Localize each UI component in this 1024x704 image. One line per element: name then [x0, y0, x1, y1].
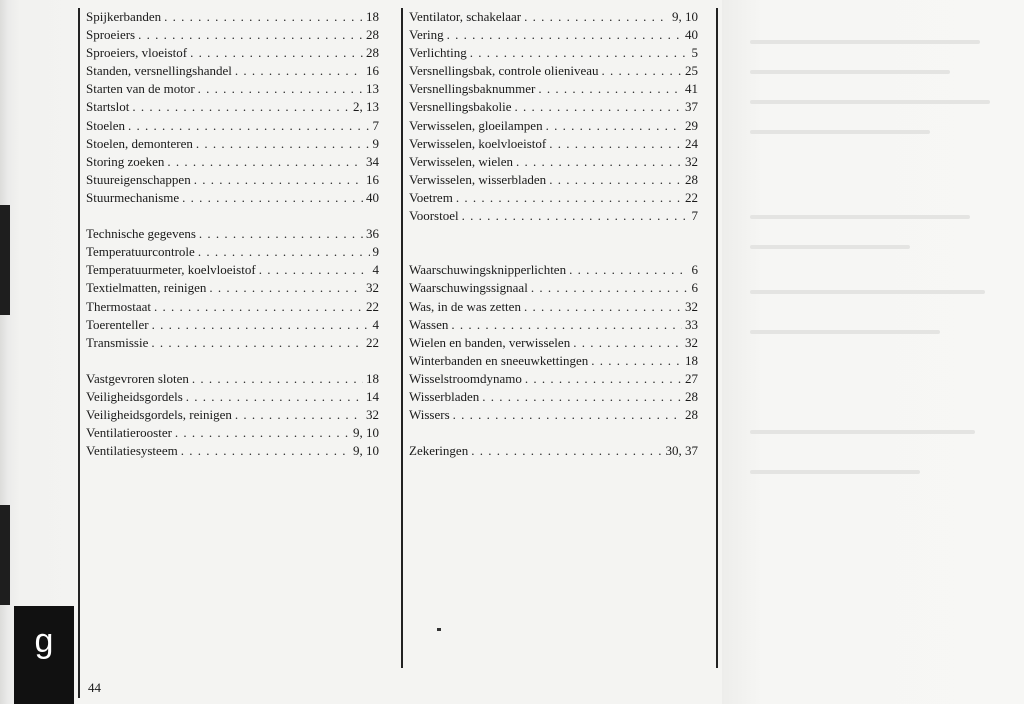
section-spacer [86, 352, 379, 370]
index-entry [86, 117, 379, 135]
dot-leader [259, 261, 370, 279]
index-entry [86, 98, 379, 116]
index-entry [409, 388, 698, 406]
page-number: 44 [88, 680, 101, 695]
index-term: Ventilator, schakelaar [409, 9, 522, 24]
section-tab: g [14, 606, 74, 704]
index-term: Storing zoeken [86, 153, 165, 169]
ghost-text-line [750, 40, 980, 44]
index-term: Veiligheidsgordels, reinigen [86, 407, 232, 423]
dot-leader [470, 44, 689, 62]
index-page-ref: 18 [685, 352, 698, 368]
dot-leader [516, 153, 682, 171]
dot-leader [515, 98, 682, 116]
index-entry [86, 44, 379, 62]
ghost-text-line [750, 70, 950, 74]
section-spacer [409, 225, 698, 261]
dot-leader [451, 316, 682, 334]
index-term: Stuureigenschappen [86, 171, 191, 187]
index-entry [86, 316, 379, 334]
index-entry [86, 189, 379, 207]
index-term: Voorstoel [409, 208, 459, 224]
index-column-left [86, 8, 379, 460]
dot-leader [456, 189, 682, 207]
index-term: Wissers [409, 407, 450, 423]
index-entry [86, 135, 379, 153]
index-page-ref: 4 [372, 262, 379, 278]
index-term: Sproeiers [86, 27, 136, 43]
index-page-ref: 9, 10 [353, 425, 379, 441]
index-term: Waarschuwingsknipperlichten [409, 262, 567, 278]
index-entry [409, 153, 698, 171]
dot-leader [186, 388, 363, 406]
index-entry [409, 26, 698, 44]
index-page-ref: 9, 10 [353, 443, 379, 459]
left-page-margin [0, 0, 76, 704]
column-rule-left [78, 8, 80, 698]
index-page-ref: 9 [372, 135, 379, 151]
index-term: Waarschuwingssignaal [409, 280, 528, 296]
dot-leader [152, 316, 370, 334]
section-spacer [86, 207, 379, 225]
index-entry [86, 225, 379, 243]
index-term: Was, in de was zetten [409, 298, 521, 314]
index-entry [86, 153, 379, 171]
dot-leader [154, 298, 363, 316]
index-entry [86, 442, 379, 460]
index-page-ref: 22 [685, 189, 698, 205]
index-term: Versnellingsbakolie [409, 99, 512, 115]
column-rule-middle [401, 8, 403, 668]
index-page-ref: 7 [691, 208, 698, 224]
index-page-ref: 25 [685, 63, 698, 79]
dot-leader [462, 207, 689, 225]
index-entry [409, 370, 698, 388]
dot-leader [235, 406, 363, 424]
dot-leader [196, 135, 370, 153]
index-entry [86, 279, 379, 297]
index-term: Vastgevroren sloten [86, 370, 189, 386]
ghost-text-line [750, 215, 970, 219]
index-term: Stoelen, demonteren [86, 135, 193, 151]
column-rule-right [716, 8, 718, 668]
index-page-ref: 32 [366, 280, 379, 296]
ghost-text-line [750, 330, 940, 334]
index-term: Stoelen [86, 117, 125, 133]
ghost-text-line [750, 100, 990, 104]
index-term: Wassen [409, 316, 449, 332]
index-page-ref: 36 [366, 226, 379, 242]
ghost-text-line [750, 430, 975, 434]
index-page-ref: 18 [366, 370, 379, 386]
dot-leader [151, 334, 363, 352]
index-entry [86, 334, 379, 352]
index-page-ref: 30, 37 [665, 443, 698, 459]
index-entry [409, 80, 698, 98]
index-page-ref: 28 [685, 171, 698, 187]
index-page-ref: 29 [685, 117, 698, 133]
index-term: Veiligheidsgordels [86, 388, 183, 404]
dot-leader [235, 62, 363, 80]
dot-leader [175, 424, 350, 442]
index-term: Wisserbladen [409, 388, 480, 404]
index-entry [86, 62, 379, 80]
index-term: Thermostaat [86, 298, 151, 314]
index-page-ref: 6 [691, 280, 698, 296]
index-entry [409, 62, 698, 80]
dot-leader [471, 442, 662, 460]
index-term: Verwisselen, gloeilampen [409, 117, 543, 133]
index-term: Verwisselen, wielen [409, 153, 513, 169]
index-entry [409, 334, 698, 352]
dot-leader [132, 98, 350, 116]
dot-leader [138, 26, 363, 44]
index-page-ref: 14 [366, 388, 379, 404]
index-entry [409, 298, 698, 316]
index-term: Zekeringen [409, 443, 469, 459]
dot-leader [549, 135, 682, 153]
facing-page-bleed-through [722, 0, 1024, 704]
index-page-ref: 22 [366, 334, 379, 350]
index-page-ref: 16 [366, 63, 379, 79]
index-entry [86, 171, 379, 189]
index-term: Sproeiers, vloeistof [86, 45, 188, 61]
dot-leader [209, 279, 363, 297]
dot-leader [128, 117, 370, 135]
dot-leader [525, 370, 682, 388]
index-entry [86, 243, 379, 261]
ghost-text-line [750, 245, 910, 249]
index-page-ref: 7 [372, 117, 379, 133]
index-entry [409, 442, 698, 460]
index-term: Wisselstroomdynamo [409, 370, 522, 386]
index-page-ref: 28 [366, 27, 379, 43]
index-entry [86, 26, 379, 44]
dot-leader [167, 153, 363, 171]
index-entry [409, 207, 698, 225]
index-page-ref: 34 [366, 153, 379, 169]
index-term: Verwisselen, wisserbladen [409, 171, 547, 187]
index-entry [409, 406, 698, 424]
index-term: Voetrem [409, 189, 453, 205]
index-entry [86, 370, 379, 388]
index-entry [86, 261, 379, 279]
index-entry [409, 171, 698, 189]
index-page-ref: 4 [372, 316, 379, 332]
dot-leader [573, 334, 682, 352]
index-entry [409, 316, 698, 334]
index-term: Spijkerbanden [86, 9, 162, 24]
index-entry [409, 98, 698, 116]
index-term: Starten van de motor [86, 81, 195, 97]
index-page-ref: 37 [685, 99, 698, 115]
index-entry [86, 80, 379, 98]
index-term: Temperatuurmeter, koelvloeistof [86, 262, 256, 278]
dot-leader [181, 442, 350, 460]
dot-leader [524, 298, 682, 316]
dot-leader [164, 8, 363, 26]
index-term: Wielen en banden, verwisselen [409, 334, 571, 350]
index-entry [409, 261, 698, 279]
dot-leader [549, 171, 682, 189]
dot-leader [591, 352, 682, 370]
index-term: Technische gegevens [86, 226, 196, 242]
index-term: Startslot [86, 99, 130, 115]
dot-leader [194, 171, 363, 189]
section-spacer [409, 424, 698, 442]
index-entry [409, 135, 698, 153]
ghost-text-line [750, 470, 920, 474]
index-page-ref: 5 [691, 45, 698, 61]
dot-leader [182, 189, 363, 207]
index-page-ref: 32 [685, 153, 698, 169]
dot-leader [569, 261, 688, 279]
dot-leader [198, 80, 363, 98]
index-entry [86, 406, 379, 424]
index-page-ref: 6 [691, 262, 698, 278]
dot-leader [538, 80, 682, 98]
index-page-ref: 41 [685, 81, 698, 97]
index-entry [409, 352, 698, 370]
index-term: Toerenteller [86, 316, 149, 332]
index-page-ref: 28 [366, 45, 379, 61]
index-term: Standen, versnellingshandel [86, 63, 232, 79]
index-term: Vering [409, 27, 444, 43]
ghost-text-line [750, 290, 985, 294]
dot-leader [482, 388, 682, 406]
index-term: Transmissie [86, 334, 149, 350]
index-page-ref: 13 [366, 81, 379, 97]
dot-leader [199, 225, 363, 243]
dot-leader [546, 117, 682, 135]
dot-leader [531, 279, 689, 297]
index-term: Ventilatiesysteem [86, 443, 178, 459]
index-page-ref: 2, 13 [353, 99, 379, 115]
page-edge-marker [0, 205, 10, 315]
index-term: Verlichting [409, 45, 467, 61]
index-term: Versnellingsbaknummer [409, 81, 536, 97]
dot-leader [602, 62, 682, 80]
dot-leader [198, 243, 370, 261]
index-page-ref: 24 [685, 135, 698, 151]
index-entry [409, 189, 698, 207]
index-page-ref: 22 [366, 298, 379, 314]
ink-speck [437, 628, 441, 631]
index-term: Verwisselen, koelvloeistof [409, 135, 547, 151]
index-term: Versnellingsbak, controle olieniveau [409, 63, 599, 79]
index-entry [86, 388, 379, 406]
index-page-ref: 33 [685, 316, 698, 332]
index-page-ref: 9, 10 [672, 9, 698, 24]
index-page-ref: 32 [366, 407, 379, 423]
index-term: Temperatuurcontrole [86, 244, 195, 260]
index-entry [86, 298, 379, 316]
dot-leader [524, 8, 669, 26]
index-page-ref: 27 [685, 370, 698, 386]
dot-leader [447, 26, 682, 44]
index-entry [409, 44, 698, 62]
page-edge-marker [0, 505, 10, 605]
index-entry [409, 8, 698, 26]
index-entry [86, 424, 379, 442]
index-page-ref: 18 [366, 9, 379, 24]
index-entry [86, 8, 379, 26]
index-page-ref: 40 [685, 27, 698, 43]
index-page-ref: 28 [685, 407, 698, 423]
dot-leader [192, 370, 363, 388]
dot-leader [190, 44, 363, 62]
dot-leader [453, 406, 682, 424]
index-page-ref: 28 [685, 388, 698, 404]
index-page-ref: 16 [366, 171, 379, 187]
index-term: Stuurmechanisme [86, 189, 180, 205]
index-page-ref: 9 [372, 244, 379, 260]
index-term: Ventilatierooster [86, 425, 172, 441]
index-term: Textielmatten, reinigen [86, 280, 207, 296]
index-page-ref: 32 [685, 298, 698, 314]
index-entry [409, 117, 698, 135]
index-page-ref: 32 [685, 334, 698, 350]
index-term: Winterbanden en sneeuwkettingen [409, 352, 589, 368]
index-column-right [409, 8, 698, 460]
index-entry [409, 279, 698, 297]
ghost-text-line [750, 130, 930, 134]
index-page-ref: 40 [366, 189, 379, 205]
